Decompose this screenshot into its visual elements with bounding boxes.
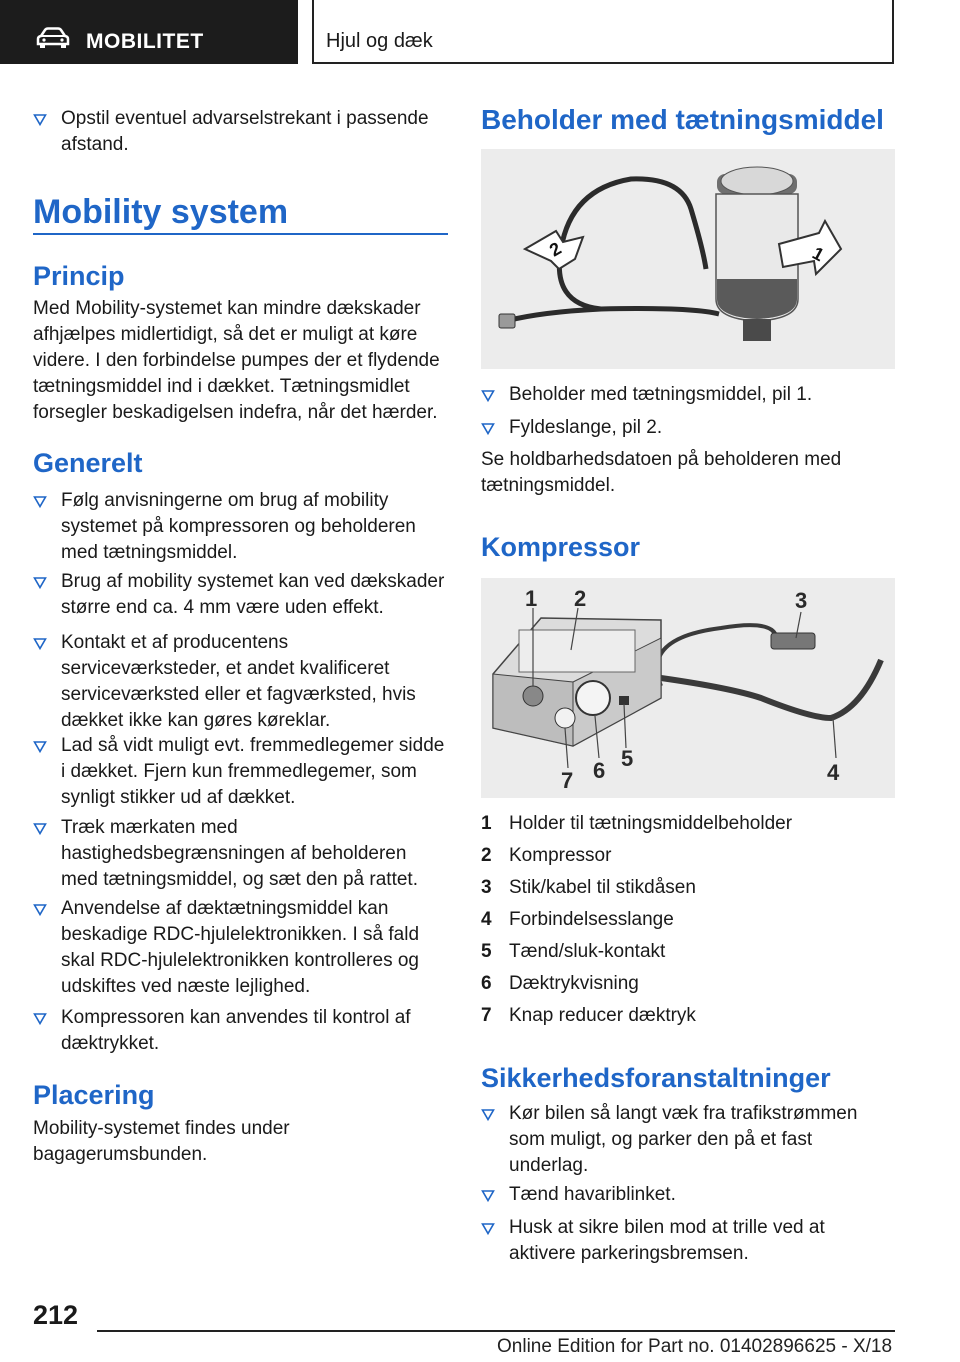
figure-label: 1 bbox=[525, 586, 538, 611]
bullet-text: Brug af mobility systemet kan ved dækskader større end ca. 4 mm være uden effekt. bbox=[61, 571, 445, 618]
placering-heading: Placering bbox=[33, 1080, 155, 1110]
bullet-text: Kontakt et af producentens serviceværksteder, et andet kvalificeret serviceværksted eller et fagværksted, hvis dækket ikke kan gøres køreklar. bbox=[61, 632, 416, 731]
sealant-bottle-figure bbox=[481, 149, 895, 369]
bullet-text: Kør bilen så langt væk fra trafikstrømmen som muligt, og parker den på et fast underlag. bbox=[509, 1103, 858, 1176]
figure-label: 4 bbox=[827, 760, 840, 785]
figure-label: 2 bbox=[574, 586, 587, 611]
arrow-label-2 bbox=[525, 231, 583, 269]
triangle-bullet-icon bbox=[481, 415, 495, 441]
placering-text: Mobility-systemet findes under bagagerumsbunden. bbox=[33, 1118, 290, 1165]
bullet-text: Lad så vidt muligt evt. fremmedlegemer sidde i dækket. Fjern kun fremmedlegemer, som synligt stikker ud af dækket. bbox=[61, 735, 445, 808]
bullet-text: Kompressoren kan anvendes til kontrol af dæktrykket. bbox=[61, 1007, 411, 1054]
edition-note: Online Edition for Part no. 01402896625 - X/18 bbox=[497, 1336, 893, 1357]
legend-label: Forbindelsesslange bbox=[509, 909, 674, 930]
triangle-bullet-icon bbox=[33, 569, 47, 595]
figure-label: 1 bbox=[809, 242, 828, 266]
figure-label: 6 bbox=[593, 758, 606, 783]
bullet-text: Følg anvisningerne om brug af mobility systemet på kompressoren og beholderen med tætningsmiddel. bbox=[61, 490, 416, 563]
legend-number: 5 bbox=[481, 941, 492, 962]
bullet-text: Opstil eventuel advarselstrekant i passende afstand. bbox=[61, 108, 429, 155]
kompressor-heading: Kompressor bbox=[481, 532, 641, 562]
triangle-bullet-icon bbox=[481, 1182, 495, 1208]
beholder-text: Se holdbarhedsdatoen på beholderen med tætningsmiddel. bbox=[481, 449, 842, 496]
figure-label: 5 bbox=[621, 746, 634, 771]
section-label: MOBILITET bbox=[86, 30, 204, 53]
bullet-text: Træk mærkaten med hastighedsbegrænsningen af beholderen med tætningsmiddel, og sæt den på rattet. bbox=[61, 817, 418, 890]
princip-heading: Princip bbox=[33, 261, 125, 291]
title-rule bbox=[33, 233, 448, 235]
footer-rule bbox=[97, 1330, 895, 1332]
legend-label: Holder til tætningsmiddelbeholder bbox=[509, 813, 793, 834]
figure-label: 3 bbox=[795, 588, 808, 613]
triangle-bullet-icon bbox=[33, 106, 47, 132]
chapter-title: Hjul og dæk bbox=[326, 30, 433, 52]
legend-number: 1 bbox=[481, 813, 492, 834]
sikkerhed-heading: Sikkerhedsforanstaltninger bbox=[481, 1063, 831, 1093]
bullet-text: Anvendelse af dæktætningsmiddel kan beskadige RDC-hjulelektronikken. I så fald skal RDC-hjulelektronikken kontrolleres og udskiftes ved næste lejlighed. bbox=[61, 898, 420, 997]
triangle-bullet-icon bbox=[33, 896, 47, 922]
legend-number: 2 bbox=[481, 845, 492, 866]
legend-label: Kompressor bbox=[509, 845, 612, 866]
princip-text: Med Mobility-systemet kan mindre dækskader afhjælpes midlertidigt, så det er muligt at køre videre. I den forbindelse pumpes der et flydende tætningsmiddel ind i dækket. Tætningsmidlet forsegler beskadigelsen indefra, når det hærder. bbox=[33, 298, 440, 423]
sealant-bottle-illustration bbox=[481, 149, 895, 369]
beholder-heading: Beholder med tætningsmiddel bbox=[481, 104, 884, 135]
car-icon bbox=[36, 27, 70, 49]
section-tab bbox=[0, 0, 298, 64]
compressor-figure bbox=[481, 578, 895, 798]
legend-label: Tænd/sluk-kontakt bbox=[509, 941, 666, 962]
figure-label: 2 bbox=[546, 238, 565, 261]
compressor-illustration bbox=[481, 578, 895, 798]
legend-number: 3 bbox=[481, 877, 492, 898]
legend-label: Knap reducer dæktryk bbox=[509, 1005, 696, 1026]
legend-number: 7 bbox=[481, 1005, 492, 1026]
triangle-bullet-icon bbox=[33, 733, 47, 759]
legend-number: 6 bbox=[481, 973, 492, 994]
triangle-bullet-icon bbox=[481, 382, 495, 408]
triangle-bullet-icon bbox=[481, 1101, 495, 1127]
bullet-text: Husk at sikre bilen mod at trille ved at aktivere parkeringsbremsen. bbox=[509, 1217, 825, 1264]
page-title: Mobility system bbox=[33, 193, 289, 231]
chapter-header bbox=[312, 0, 894, 64]
figure-label: 7 bbox=[561, 768, 574, 793]
bullet-text: Fyldeslange, pil 2. bbox=[509, 417, 663, 438]
generelt-heading: Generelt bbox=[33, 448, 143, 478]
legend-label: Dæktrykvisning bbox=[509, 973, 639, 994]
triangle-bullet-icon bbox=[33, 815, 47, 841]
bullet-text: Tænd havariblinket. bbox=[509, 1184, 676, 1205]
triangle-bullet-icon bbox=[33, 488, 47, 514]
bullet-text: Beholder med tætningsmiddel, pil 1. bbox=[509, 384, 813, 405]
triangle-bullet-icon bbox=[33, 630, 47, 656]
triangle-bullet-icon bbox=[481, 1215, 495, 1241]
triangle-bullet-icon bbox=[33, 1005, 47, 1031]
legend-number: 4 bbox=[481, 909, 492, 930]
legend-label: Stik/kabel til stikdåsen bbox=[509, 877, 696, 898]
page-number: 212 bbox=[33, 1300, 79, 1330]
